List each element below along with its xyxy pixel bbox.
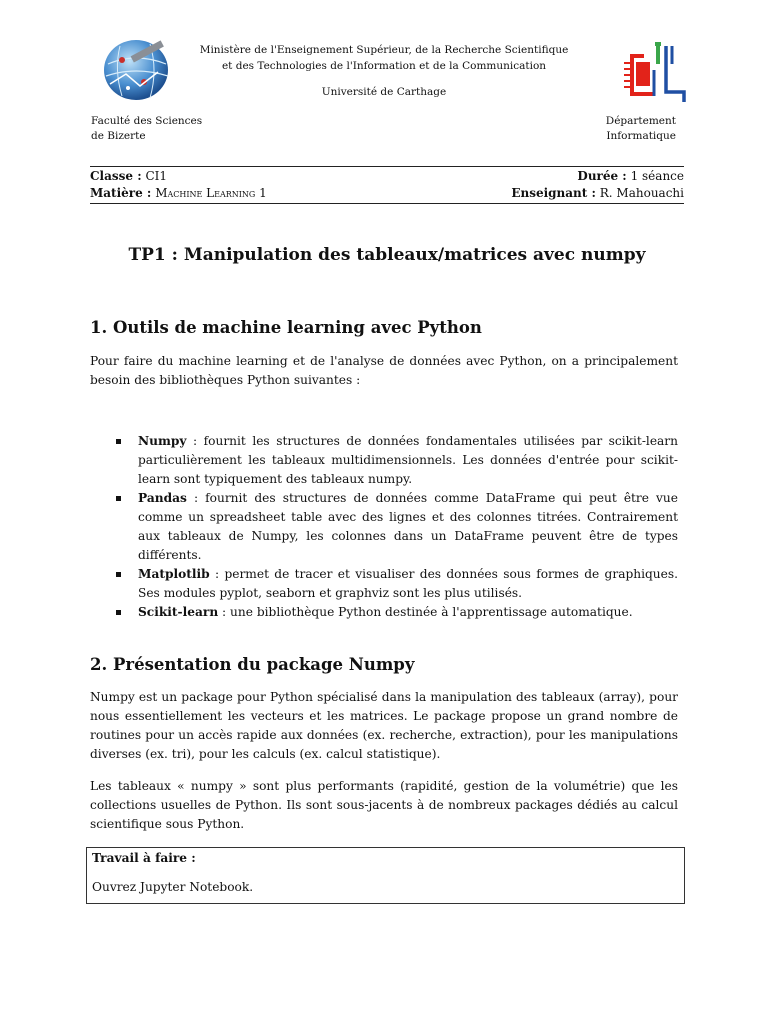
list-item-text: : une bibliothèque Python destinée à l'apprentissage automatique.: [218, 605, 633, 619]
ministry-name: [180, 42, 588, 74]
list-item-text: : fournit les structures de données fondamentales utilisées par scikit-learn particulièrement les tableaux multidimensionnels. Les données d'entrée pour scikit-learn sont typiquement des tableaux numpy.: [138, 434, 678, 486]
classe-field: [90, 169, 167, 183]
enseignant-value: R. Mahouachi: [599, 186, 684, 200]
list-item: [90, 603, 678, 622]
section-1-heading: 1. Outils de machine learning avec Python: [90, 318, 482, 337]
department-line-2: Informatique: [606, 130, 676, 142]
list-item: [90, 489, 678, 565]
matiere-value: Machine Learning 1: [155, 186, 267, 200]
matiere-field: [90, 186, 267, 200]
department-logo-icon: [614, 42, 690, 106]
faculty-name: [91, 114, 202, 144]
library-list: [90, 432, 678, 622]
department-name: [606, 114, 676, 144]
info-row-2: [90, 186, 684, 203]
task-box: [86, 847, 685, 904]
course-info-box: [90, 166, 684, 204]
list-item-term: Pandas: [138, 491, 187, 505]
enseignant-field: [511, 186, 684, 200]
duree-field: [577, 169, 684, 183]
matiere-label: Matière :: [90, 186, 152, 200]
university-logo-icon: [100, 34, 175, 104]
bullet-square-icon: [116, 610, 121, 615]
bullet-square-icon: [116, 496, 121, 501]
university-name: Université de Carthage: [321, 86, 447, 98]
document-title: TP1 : Manipulation des tableaux/matrices avec numpy: [128, 245, 646, 265]
list-item: [90, 432, 678, 489]
ministry-line-1: Ministère de l'Enseignement Supérieur, de la Recherche Scientifique: [199, 44, 569, 56]
classe-value: CI1: [145, 169, 168, 183]
list-item-term: Matplotlib: [138, 567, 210, 581]
ministry-line-2: et des Technologies de l'Information et de la Communication: [221, 60, 547, 72]
task-text: Ouvrez Jupyter Notebook.: [92, 880, 254, 894]
duree-value: 1 séance: [630, 169, 684, 183]
list-item-term: Scikit-learn: [138, 605, 219, 619]
task-label: Travail à faire :: [92, 851, 196, 865]
section-2-heading: 2. Présentation du package Numpy: [90, 655, 415, 674]
department-line-1: Département: [605, 115, 676, 127]
list-item: [90, 565, 678, 603]
faculty-line-1: Faculté des Sciences: [91, 115, 203, 127]
enseignant-label: Enseignant :: [511, 186, 596, 200]
classe-label: Classe :: [90, 169, 142, 183]
bullet-square-icon: [116, 572, 121, 577]
list-item-text: : permet de tracer et visualiser des données sous formes de graphiques. Ses modules pyplot, seaborn et graphviz sont les plus utilisés.: [138, 567, 678, 600]
section-2-paragraph-2: Les tableaux « numpy » sont plus performants (rapidité, gestion de la volumétrie) que les collections usuelles de Python. Ils sont sous-jacents à de nombreux packages dédiés au calcul scientifique sous Python.: [90, 779, 678, 831]
faculty-line-2: de Bizerte: [91, 130, 146, 142]
duree-label: Durée :: [577, 169, 627, 183]
section-2-paragraph-1: Numpy est un package pour Python spécialisé dans la manipulation des tableaux (array), pour nous essentiellement les vecteurs et les matrices. Le package propose un grand nombre de routines pour un accès rapide aux données (ex. recherche, extraction), pour les manipulations diverses (ex. tri), pour les calculs (ex. calcul statistique).: [90, 690, 678, 761]
section-1-intro: Pour faire du machine learning et de l'analyse de données avec Python, on a principalement besoin des bibliothèques Python suivantes :: [90, 354, 678, 387]
info-row-1: [90, 169, 684, 186]
list-item-term: Numpy: [138, 434, 187, 448]
list-item-text: : fournit des structures de données comme DataFrame qui peut être vue comme un spreadsheet table avec des lignes et des colonnes titrées. Contrairement aux tableaux de Numpy, les colonnes dans un DataFrame peuvent être de types différents.: [138, 491, 678, 562]
bullet-square-icon: [116, 439, 121, 444]
